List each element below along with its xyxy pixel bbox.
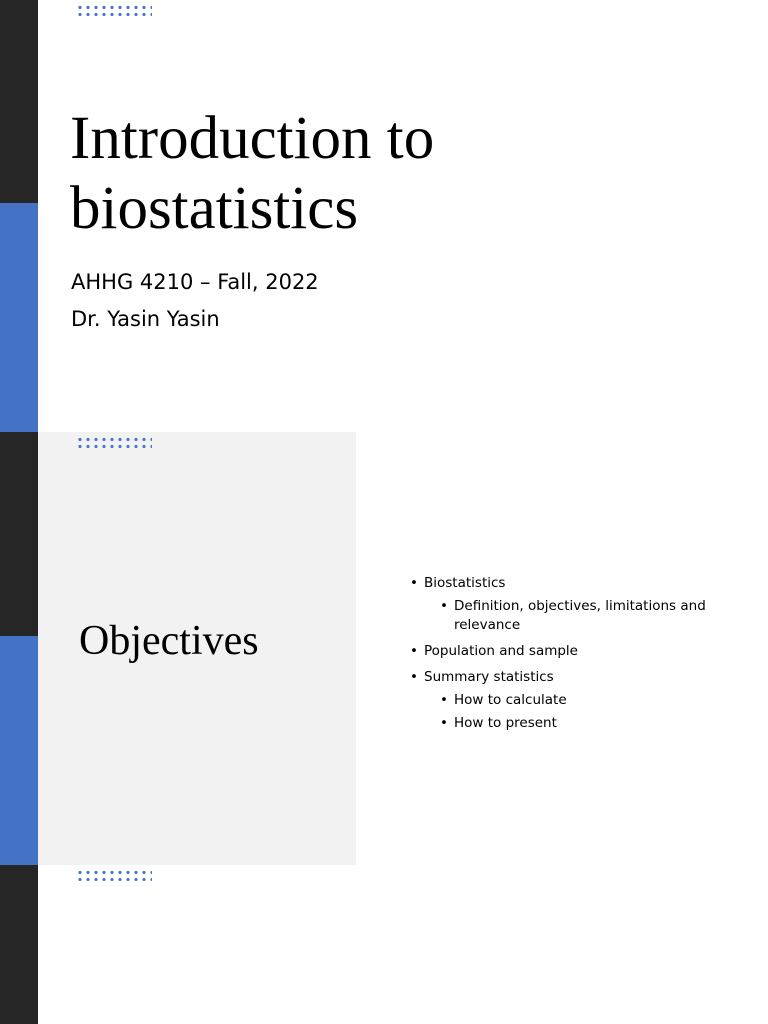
bullet-item — [410, 574, 740, 635]
sidebar-dark-band — [0, 865, 38, 1024]
dot-pattern-decoration — [76, 869, 152, 883]
sub-bullet-list — [440, 597, 740, 635]
sidebar-accent-band — [0, 203, 38, 432]
title-slide — [0, 0, 768, 432]
bullet-text: Summary statistics — [424, 669, 554, 685]
title-line-2: biostatistics — [70, 175, 359, 242]
bullet-text: Biostatistics — [424, 575, 506, 591]
sub-bullet-item: • How to present — [440, 714, 740, 733]
objectives-slide — [0, 432, 768, 865]
sub-bullet-list — [440, 691, 740, 733]
objectives-bullet-list — [410, 574, 740, 740]
bullet-item — [410, 642, 740, 661]
dot-pattern-decoration — [76, 436, 152, 450]
sidebar-dark-band — [0, 432, 38, 636]
next-slide-partial — [0, 865, 768, 1024]
objectives-heading: Objectives — [79, 618, 259, 664]
bullet-text: Population and sample — [424, 643, 578, 659]
sidebar-dark-band — [0, 0, 38, 203]
slide-title — [70, 104, 670, 244]
dot-pattern-decoration — [76, 4, 152, 18]
course-subtitle: AHHG 4210 – Fall, 2022 — [71, 270, 319, 294]
sub-bullet-item: • How to calculate — [440, 691, 740, 710]
title-line-1: Introduction to — [70, 105, 435, 172]
sidebar-accent-band — [0, 636, 38, 865]
instructor-subtitle: Dr. Yasin Yasin — [71, 307, 220, 331]
sub-bullet-item: • Definition, objectives, limitations and relevance — [440, 597, 740, 635]
bullet-item — [410, 668, 740, 733]
